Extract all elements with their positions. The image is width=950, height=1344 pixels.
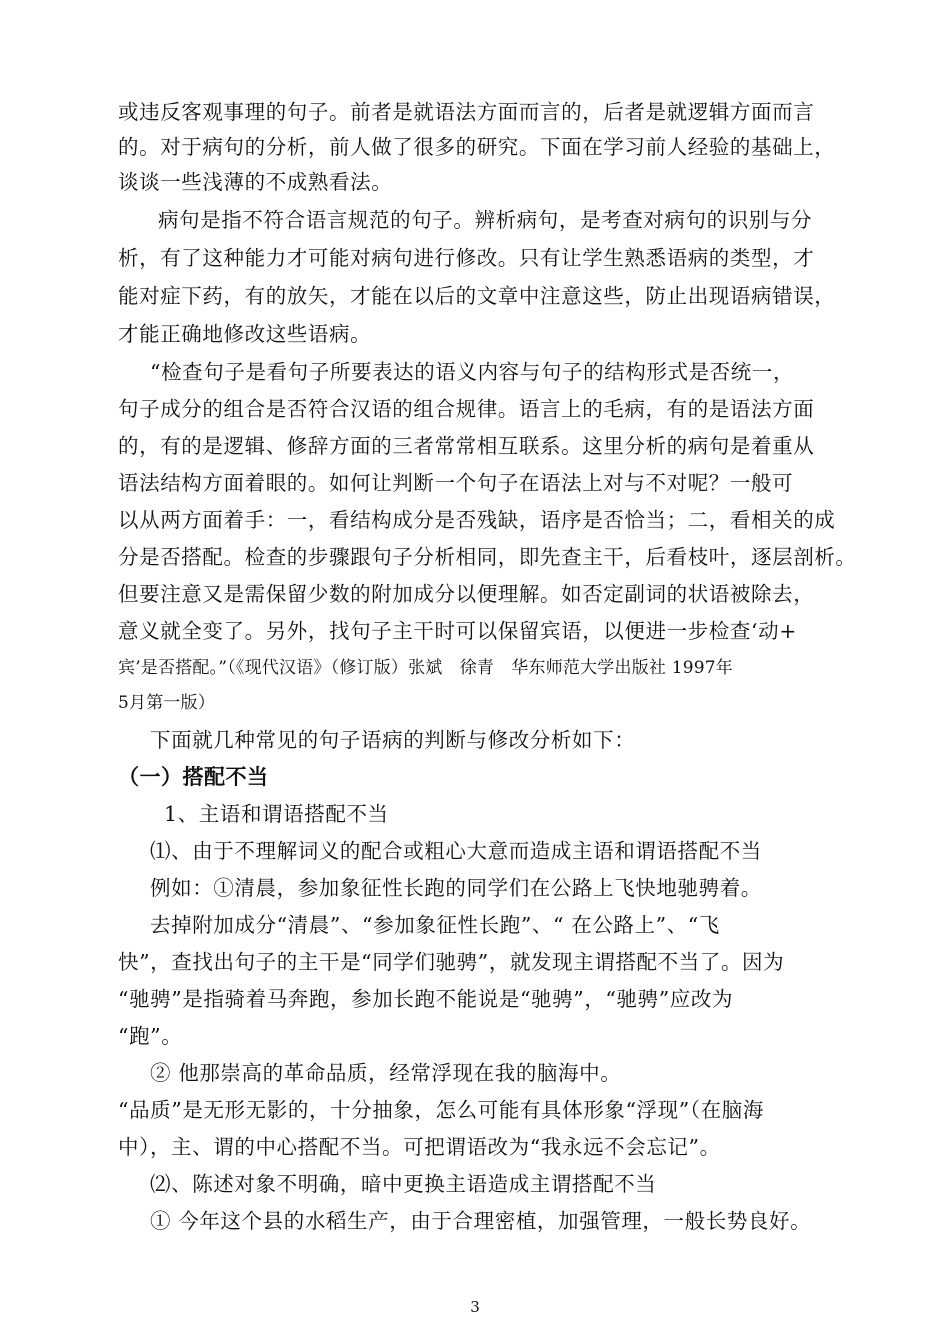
quote-line: 语法结构方面着眼的。如何让判断一个句子在语法上对与不对呢？一般可 — [118, 471, 794, 495]
paragraph-line: 或违反客观事理的句子。前者是就语法方面而言的，后者是就逻辑方面而言 — [118, 100, 815, 124]
paragraph-line: 快”，查找出句子的主干是“同学们驰骋”，就发现主谓搭配不当了。因为 — [118, 950, 785, 974]
quote-line: “检查句子是看句子所要表达的语义内容与句子的结构形式是否统一， — [150, 360, 795, 384]
citation-line: 5月第一版） — [118, 693, 216, 713]
paragraph-line: 析，有了这种能力才可能对病句进行修改。只有让学生熟悉语病的类型，才 — [118, 246, 815, 270]
quote-line: 以从两方面着手：一，看结构成分是否残缺，语序是否恰当；二，看相关的成 — [118, 508, 836, 532]
paragraph-line: 才能正确地修改这些语病。 — [118, 322, 372, 346]
subheading: ⑵、陈述对象不明确，暗中更换主语造成主谓搭配不当 — [150, 1172, 657, 1196]
paragraph-line: 下面就几种常见的句子语病的判断与修改分析如下： — [150, 728, 636, 752]
subheading: 1、主语和谓语搭配不当 — [164, 802, 389, 826]
paragraph-line: 病句是指不符合语言规范的句子。辨析病句，是考查对病句的识别与分 — [158, 208, 813, 232]
example-line: ② 他那崇高的革命品质，经常浮现在我的脑海中。 — [150, 1061, 622, 1085]
example-line: 例如：①清晨，参加象征性长跑的同学们在公路上飞快地驰骋着。 — [150, 876, 762, 900]
quote-line: 但要注意又是需保留少数的附加成分以便理解。如否定副词的状语被除去， — [118, 582, 815, 606]
quote-line: 的，有的是逻辑、修辞方面的三者常常相互联系。这里分析的病句是着重从 — [118, 434, 815, 458]
quote-line: 意义就全变了。另外，找句子主干时可以保留宾语，以便进一步检查‘动+ — [118, 619, 797, 643]
example-line: ① 今年这个县的水稻生产，由于合理密植，加强管理，一般长势良好。 — [150, 1209, 812, 1233]
page-number: 3 — [470, 1298, 480, 1316]
quote-line: 句子成分的组合是否符合汉语的组合规律。语言上的毛病，有的是语法方面 — [118, 397, 815, 421]
section-heading: （一）搭配不当 — [118, 765, 269, 789]
paragraph-line: 能对症下药，有的放矢，才能在以后的文章中注意这些，防止出现语病错误， — [118, 284, 836, 308]
paragraph-line: 去掉附加成分“清晨”、“参加象征性长跑”、“ 在公路上”、“飞 — [150, 913, 720, 937]
paragraph-line: “驰骋”是指骑着马奔跑，参加长跑不能说是“驰骋”，“驰骋”应改为 — [118, 987, 734, 1011]
paragraph-line: 中），主、谓的中心搭配不当。可把谓语改为“我永远不会忘记”。 — [118, 1135, 721, 1159]
paragraph-line: 的。对于病句的分析，前人做了很多的研究。下面在学习前人经验的基础上， — [118, 135, 836, 159]
citation-line: 宾’是否搭配。”（《现代汉语》（修订版）张斌 徐青 华东师范大学出版社 1997年 — [118, 658, 733, 678]
paragraph-line: “品质”是无形无影的，十分抽象，怎么可能有具体形象“浮现”（在脑海 — [118, 1098, 764, 1122]
quote-line: 分是否搭配。检查的步骤跟句子分析相同，即先查主干，后看枝叶，逐层剖析。 — [118, 545, 857, 569]
subheading: ⑴、由于不理解词义的配合或粗心大意而造成主语和谓语搭配不当 — [150, 839, 762, 863]
paragraph-line: 谈谈一些浅薄的不成熟看法。 — [118, 170, 393, 194]
paragraph-line: “跑”。 — [118, 1024, 183, 1048]
